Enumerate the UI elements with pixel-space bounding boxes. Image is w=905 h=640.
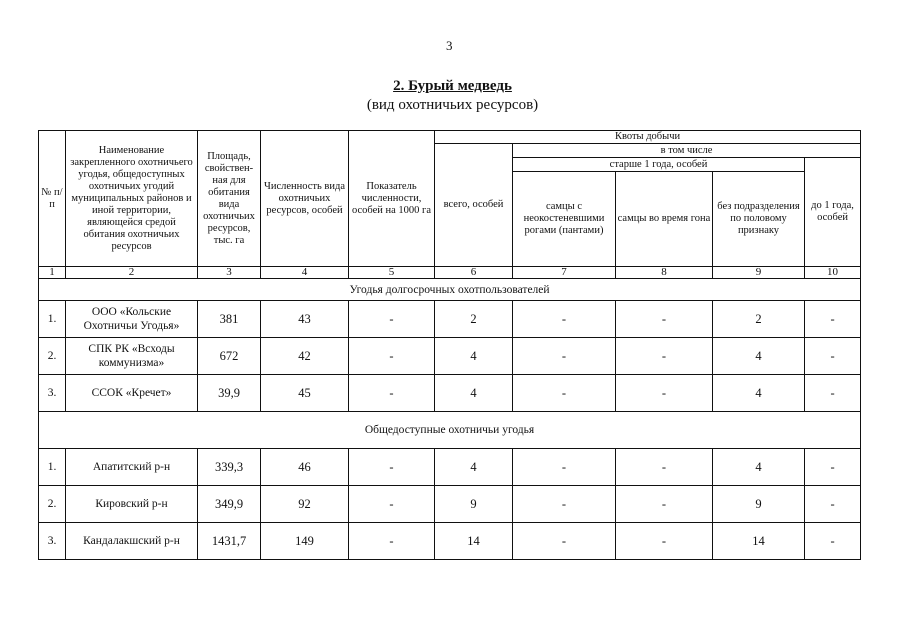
row-total: 4 (435, 449, 513, 486)
row-name: Кировский р-н (66, 486, 198, 523)
row-num: 3. (39, 375, 66, 412)
row-num: 3. (39, 523, 66, 560)
header-males-season: самцы во время гона (616, 172, 713, 267)
header-count: Численность вида охотничьих ресурсов, особей (261, 131, 349, 267)
row-males-antlers: - (513, 301, 616, 338)
row-males-season: - (616, 375, 713, 412)
row-no-sex: 4 (713, 449, 805, 486)
row-males-season: - (616, 486, 713, 523)
header-name: Наименование закрепленного охотничьего угодья, общедоступных охотничьих угодий муниципальных районов и иной территории, являющейся средой обитания охотничьих ресурсов (66, 131, 198, 267)
row-under1: - (805, 523, 861, 560)
row-males-season: - (616, 449, 713, 486)
header-no-sex: без подразделения по половому признаку (713, 172, 805, 267)
row-density: - (349, 523, 435, 560)
section-title: Угодья долгосрочных охотпользователей (39, 279, 861, 301)
row-area: 349,9 (198, 486, 261, 523)
row-total: 4 (435, 338, 513, 375)
row-num: 2. (39, 486, 66, 523)
row-area: 339,3 (198, 449, 261, 486)
column-number: 6 (435, 267, 513, 279)
column-number: 5 (349, 267, 435, 279)
row-males-antlers: - (513, 375, 616, 412)
row-name: ССОК «Кречет» (66, 375, 198, 412)
row-density: - (349, 486, 435, 523)
header-incl: в том числе (513, 144, 861, 158)
row-total: 9 (435, 486, 513, 523)
document-title: 2. Бурый медведь (393, 78, 512, 94)
header-density: Показатель численности, особей на 1000 га (349, 131, 435, 267)
row-under1: - (805, 375, 861, 412)
column-number: 1 (39, 267, 66, 279)
row-under1: - (805, 338, 861, 375)
column-number: 7 (513, 267, 616, 279)
page-number: 3 (446, 38, 453, 53)
row-no-sex: 4 (713, 338, 805, 375)
row-no-sex: 2 (713, 301, 805, 338)
row-area: 672 (198, 338, 261, 375)
document-subtitle: (вид охотничьих ресурсов) (366, 97, 539, 113)
header-num: № п/п (39, 131, 66, 267)
column-number: 10 (805, 267, 861, 279)
header-under1: до 1 года, особей (805, 158, 861, 267)
row-under1: - (805, 301, 861, 338)
row-density: - (349, 449, 435, 486)
row-total: 2 (435, 301, 513, 338)
row-total: 4 (435, 375, 513, 412)
row-num: 1. (39, 449, 66, 486)
row-males-antlers: - (513, 523, 616, 560)
row-area: 381 (198, 301, 261, 338)
row-count: 45 (261, 375, 349, 412)
row-name: СПК РК «Всходы коммунизма» (66, 338, 198, 375)
row-no-sex: 4 (713, 375, 805, 412)
column-number: 9 (713, 267, 805, 279)
row-males-antlers: - (513, 338, 616, 375)
row-under1: - (805, 486, 861, 523)
header-males-antlers: самцы с неокостеневшими рогами (пантами) (513, 172, 616, 267)
row-num: 2. (39, 338, 66, 375)
column-number: 3 (198, 267, 261, 279)
header-area: Площадь, свойствен-ная для обитания вида охотничьих ресурсов, тыс. га (198, 131, 261, 267)
row-count: 149 (261, 523, 349, 560)
row-no-sex: 9 (713, 486, 805, 523)
row-males-season: - (616, 301, 713, 338)
header-total: всего, особей (435, 144, 513, 267)
row-area: 39,9 (198, 375, 261, 412)
row-males-antlers: - (513, 449, 616, 486)
row-no-sex: 14 (713, 523, 805, 560)
row-name: Апатитский р-н (66, 449, 198, 486)
row-total: 14 (435, 523, 513, 560)
header-older: старше 1 года, особей (513, 158, 805, 172)
row-under1: - (805, 449, 861, 486)
column-number: 4 (261, 267, 349, 279)
row-males-antlers: - (513, 486, 616, 523)
section-title: Общедоступные охотничьи угодья (39, 412, 861, 449)
column-number: 2 (66, 267, 198, 279)
row-males-season: - (616, 338, 713, 375)
row-area: 1431,7 (198, 523, 261, 560)
row-name: ООО «Кольские Охотничьи Угодья» (66, 301, 198, 338)
row-count: 92 (261, 486, 349, 523)
row-count: 42 (261, 338, 349, 375)
row-males-season: - (616, 523, 713, 560)
quota-table (38, 130, 861, 560)
row-count: 43 (261, 301, 349, 338)
row-count: 46 (261, 449, 349, 486)
row-density: - (349, 338, 435, 375)
row-num: 1. (39, 301, 66, 338)
row-name: Кандалакшский р-н (66, 523, 198, 560)
row-density: - (349, 301, 435, 338)
row-density: - (349, 375, 435, 412)
header-quota: Квоты добычи (435, 131, 861, 144)
column-number: 8 (616, 267, 713, 279)
